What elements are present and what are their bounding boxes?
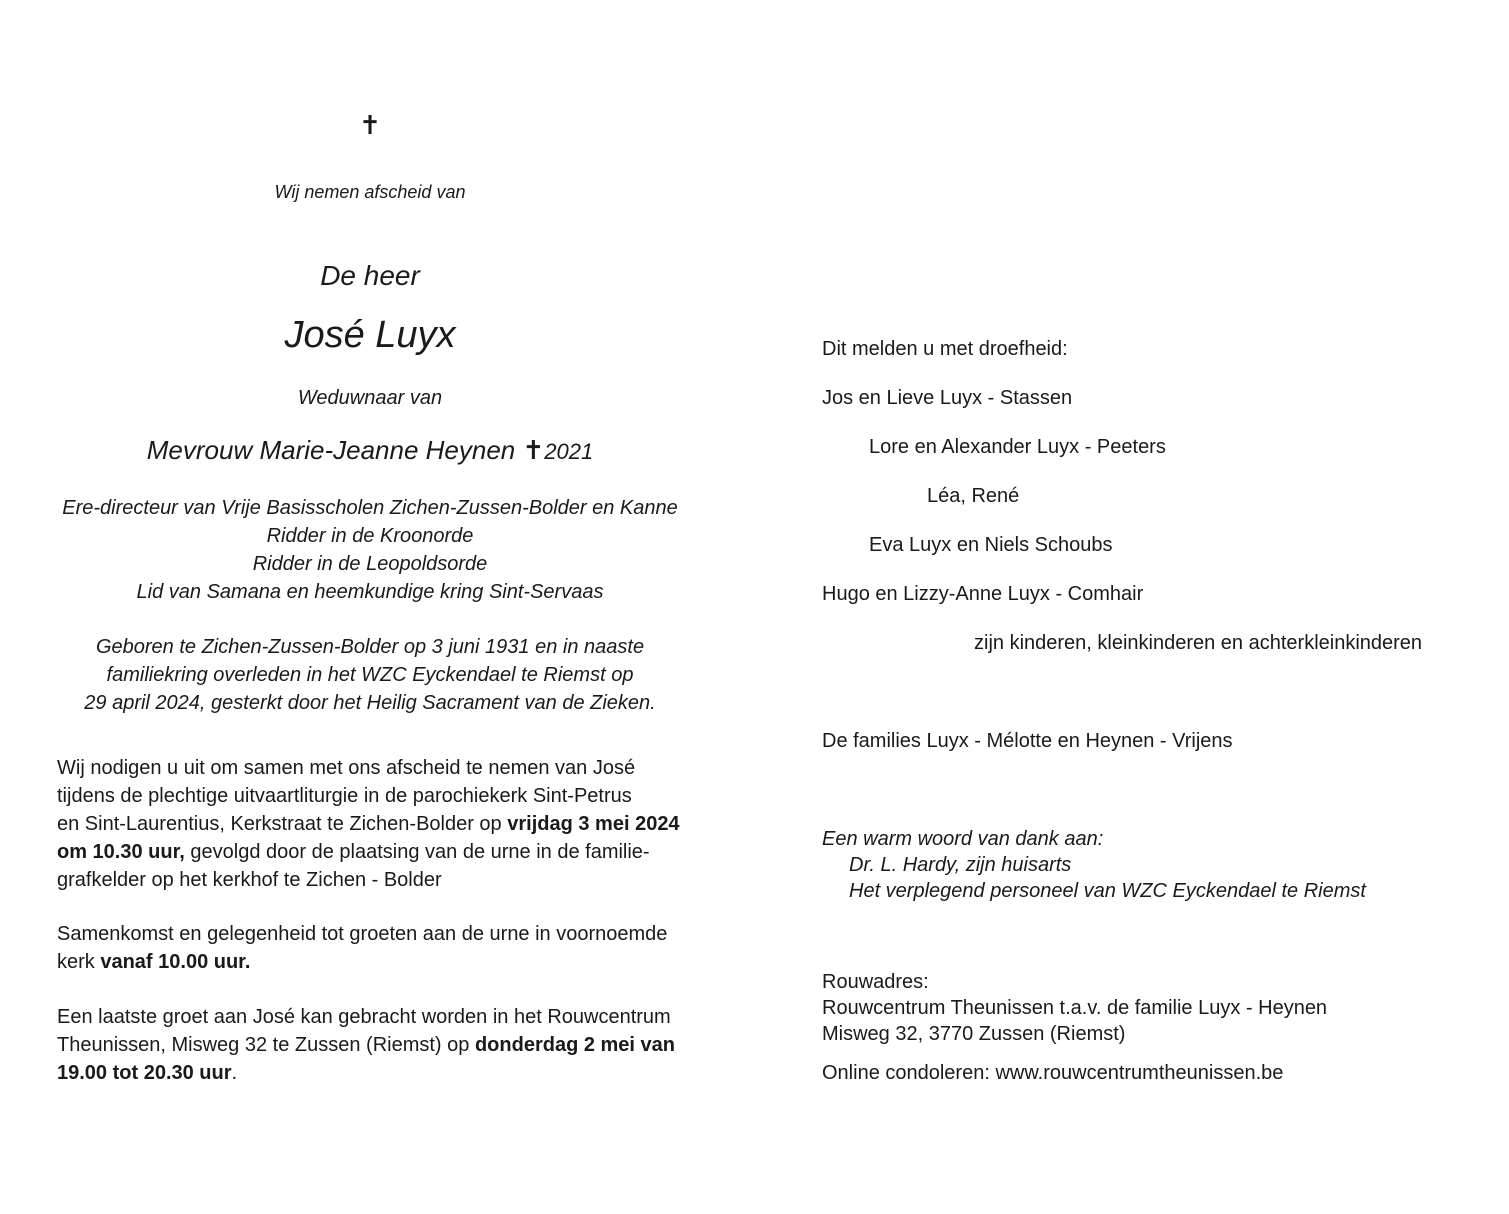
title-line: Ridder in de Leopoldsorde: [252, 553, 488, 575]
intro-text: Wij nemen afscheid van: [274, 182, 466, 202]
greeting-line: [57, 1059, 675, 1087]
spouse-cross-icon: ✝: [522, 435, 545, 465]
greeting-time: 19.00 tot 20.30 uur: [57, 1062, 232, 1084]
family-member: Eva Luyx en Niels Schoubs: [869, 534, 1113, 556]
birth-line: familiekring overleden in het WZC Eyckendael te Riemst op: [106, 664, 634, 686]
invitation-text: gevolgd door de plaatsing van de urne in de familie-: [184, 841, 650, 863]
invitation-line: grafkelder op het kerkhof te Zichen - Bolder: [57, 869, 442, 891]
address-block: [822, 969, 1327, 1047]
gathering-line: Samenkomst en gelegenheid tot groeten aan de urne in voornoemde: [57, 923, 668, 945]
online-condolence: Online condoleren: www.rouwcentrumtheunissen.be: [822, 1062, 1284, 1084]
gathering-paragraph: [57, 920, 667, 976]
address-label: Rouwadres:: [822, 971, 929, 993]
thanks-item: Dr. L. Hardy, zijn huisarts: [849, 854, 1072, 876]
spouse-name: Mevrouw Marie-Jeanne Heynen: [146, 435, 516, 465]
greeting-text: Theunissen, Misweg 32 te Zussen (Riemst) op: [57, 1034, 475, 1056]
family-member: Lore en Alexander Luyx - Peeters: [869, 436, 1166, 458]
gathering-text: kerk: [57, 951, 101, 973]
birth-line: Geboren te Zichen-Zussen-Bolder op 3 juni 1931 en in naaste: [95, 636, 645, 658]
invitation-text: en Sint-Laurentius, Kerkstraat te Zichen-Bolder op: [57, 813, 508, 835]
family-member: Jos en Lieve Luyx - Stassen: [822, 387, 1073, 409]
spouse-line: [40, 433, 700, 469]
last-greeting-paragraph: [57, 1003, 675, 1087]
families-text: De families Luyx - Mélotte en Heynen - Vrijens: [822, 730, 1233, 752]
funeral-time: om 10.30 uur,: [57, 841, 185, 863]
address-line: Misweg 32, 3770 Zussen (Riemst): [822, 1023, 1126, 1045]
birth-line: 29 april 2024, gesterkt door het Heilig Sacrament van de Zieken.: [84, 692, 656, 714]
greeting-line: [57, 1031, 675, 1059]
invitation-line: [57, 838, 680, 866]
birth-block: [40, 633, 700, 717]
titles-block: [40, 494, 700, 606]
family-member: Léa, René: [927, 485, 1020, 507]
thanks-item: Het verplegend personeel van WZC Eyckendael te Riemst: [849, 880, 1366, 902]
descendants-text: zijn kinderen, kleinkinderen en achterkleinkinderen: [974, 632, 1423, 654]
invitation-line: tijdens de plechtige uitvaartliturgie in de parochiekerk Sint-Petrus: [57, 785, 632, 807]
thanks-title: Een warm woord van dank aan:: [822, 828, 1104, 850]
salutation: De heer: [320, 260, 420, 291]
announce-text: Dit melden u met droefheid:: [822, 338, 1068, 360]
invitation-line: Wij nodigen u uit om samen met ons afscheid te nemen van José: [57, 757, 636, 779]
widower-label: Weduwnaar van: [297, 387, 443, 409]
family-member: Hugo en Lizzy-Anne Luyx - Comhair: [822, 583, 1144, 605]
cross-icon: ✝: [359, 110, 381, 140]
spouse-year: 2021: [544, 439, 594, 464]
greeting-date: donderdag 2 mei van: [474, 1034, 676, 1056]
address-line: Rouwcentrum Theunissen t.a.v. de familie Luyx - Heynen: [822, 997, 1328, 1019]
greeting-line: Een laatste groet aan José kan gebracht worden in het Rouwcentrum: [57, 1006, 671, 1028]
gathering-time: vanaf 10.00 uur.: [100, 951, 251, 973]
title-line: Ere-directeur van Vrije Basisscholen Zichen-Zussen-Bolder en Kanne: [62, 497, 678, 519]
invitation-paragraph: [57, 754, 680, 894]
invitation-line: [57, 810, 680, 838]
funeral-date: vrijdag 3 mei 2024: [507, 813, 680, 835]
deceased-name: José Luyx: [284, 314, 456, 356]
title-line: Ridder in de Kroonorde: [266, 525, 474, 547]
title-line: Lid van Samana en heemkundige kring Sint-Servaas: [136, 581, 604, 603]
greeting-text: .: [231, 1062, 238, 1084]
gathering-line: [57, 948, 667, 976]
thanks-block: [822, 826, 1366, 904]
